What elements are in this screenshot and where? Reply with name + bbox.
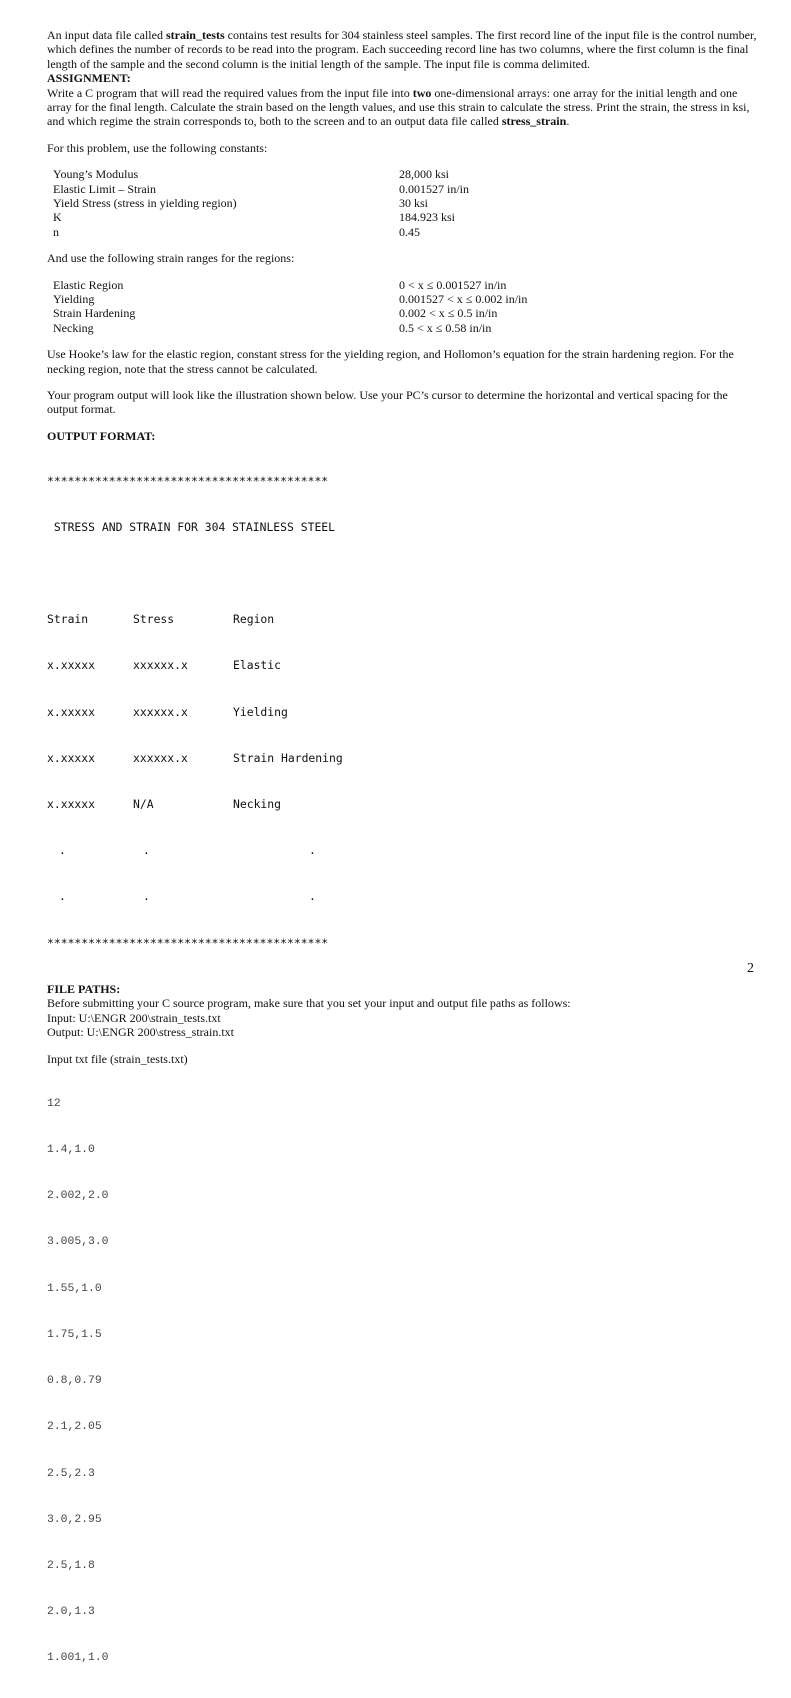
ranges-table: [53, 278, 743, 336]
constants-intro: For this problem, use the following constants:: [47, 140, 268, 155]
table-row: K 184.923 ksi: [53, 210, 456, 225]
file-paths-intro: Before submitting your C source program, make sure that you set your input and output file paths as follows:: [47, 996, 571, 1011]
laws-paragraph: Use Hooke’s law for the elastic region, constant stress for the yielding region, and Hollomon’s equation for the strain hardening region. For the necking region, note that the stress cannot be calculated.: [47, 347, 734, 376]
list-item: 0.8,0.79: [47, 1375, 102, 1388]
constants-table: [53, 167, 743, 239]
list-item: 1.75,1.5: [47, 1328, 102, 1341]
table-row: x.xxxxx N/A Necking: [47, 797, 282, 812]
output-title: STRESS AND STRAIN FOR 304 STAINLESS STEEL: [47, 520, 336, 535]
stars-line: *****************************************: [47, 935, 329, 950]
assignment-paragraph: Write a C program that will read the required values from the input file into two one-dimensional arrays: one array for the initial length and one array for the final length. Calculate the strain based on the length values, and use this strain to calculate the stress. Print the strain, the stress in ksi, and which regime the strain corresponds to, both to the screen and to an output data file called stress_strain.: [47, 85, 750, 129]
list-item: 2.1,2.05: [47, 1421, 102, 1434]
output-paragraph: Your program output will look like the illustration shown below. Use your PC’s cursor to determine the horizontal and vertical spacing for the output format.: [47, 387, 728, 417]
input-file-label: Input txt file (strain_tests.txt): [47, 1051, 188, 1066]
assignment-heading: ASSIGNMENT:: [47, 71, 131, 86]
document-page: [47, 28, 759, 1698]
stars-line: *****************************************: [47, 474, 329, 489]
list-item: 12: [47, 1097, 61, 1110]
list-item: 2.5,1.8: [47, 1559, 95, 1572]
table-row: Yield Stress (stress in yielding region) 30 ksi: [53, 196, 429, 211]
table-row: Yielding 0.001527 < x ≤ 0.002 in/in: [53, 292, 528, 306]
list-item: 1.001,1.0: [47, 1652, 109, 1665]
table-row: Strain Hardening 0.002 < x ≤ 0.5 in/in: [53, 306, 498, 321]
list-item: 2.002,2.0: [47, 1190, 109, 1203]
list-item: 2.5,2.3: [47, 1467, 95, 1480]
output-format-block: [47, 443, 759, 982]
output-path: Output: U:\ENGR 200\stress_strain.txt: [47, 1025, 234, 1040]
table-row: Elastic Limit – Strain 0.001527 in/in: [53, 181, 470, 196]
input-file-contents: [47, 1066, 759, 1698]
list-item: 3.005,3.0: [47, 1236, 109, 1249]
table-row: x.xxxxx xxxxxx.x Yielding: [47, 704, 288, 719]
output-header-row: Strain Stress Region: [47, 612, 275, 627]
file-paths-heading: FILE PATHS:: [47, 981, 121, 996]
table-row: x.xxxxx xxxxxx.x Elastic: [47, 658, 282, 673]
list-item: 1.4,1.0: [47, 1143, 95, 1156]
input-filename: strain_tests: [165, 28, 225, 42]
table-row: Necking 0.5 < x ≤ 0.58 in/in: [53, 320, 492, 335]
intro-paragraph: An input data file called strain_tests contains test results for 304 stainless steel samples. The first record line of the input file is the control number, which defines the number of records to be read into the program. Each succeeding record line has two columns, where the first column is the final length of the sample and the second column is the initial length of the sample. The input file is comma delimited.: [47, 28, 757, 71]
output-filename: stress_strain: [501, 114, 567, 129]
table-row: x.xxxxx xxxxxx.x Strain Hardening: [47, 750, 343, 765]
table-row: n 0.45: [53, 224, 420, 239]
output-format-heading: OUTPUT FORMAT:: [47, 428, 156, 443]
input-path: Input: U:\ENGR 200\strain_tests.txt: [47, 1010, 221, 1025]
table-row: Young’s Modulus 28,000 ksi: [53, 167, 450, 182]
page-number: 2: [747, 961, 754, 976]
list-item: 3.0,2.95: [47, 1513, 102, 1526]
ellipsis-row: . . .: [59, 889, 316, 904]
table-row: Elastic Region 0 < x ≤ 0.001527 in/in: [53, 277, 507, 292]
list-item: 1.55,1.0: [47, 1282, 102, 1295]
ranges-intro: And use the following strain ranges for the regions:: [47, 251, 295, 266]
ellipsis-row: . . .: [59, 843, 316, 858]
list-item: 2.0,1.3: [47, 1606, 95, 1619]
